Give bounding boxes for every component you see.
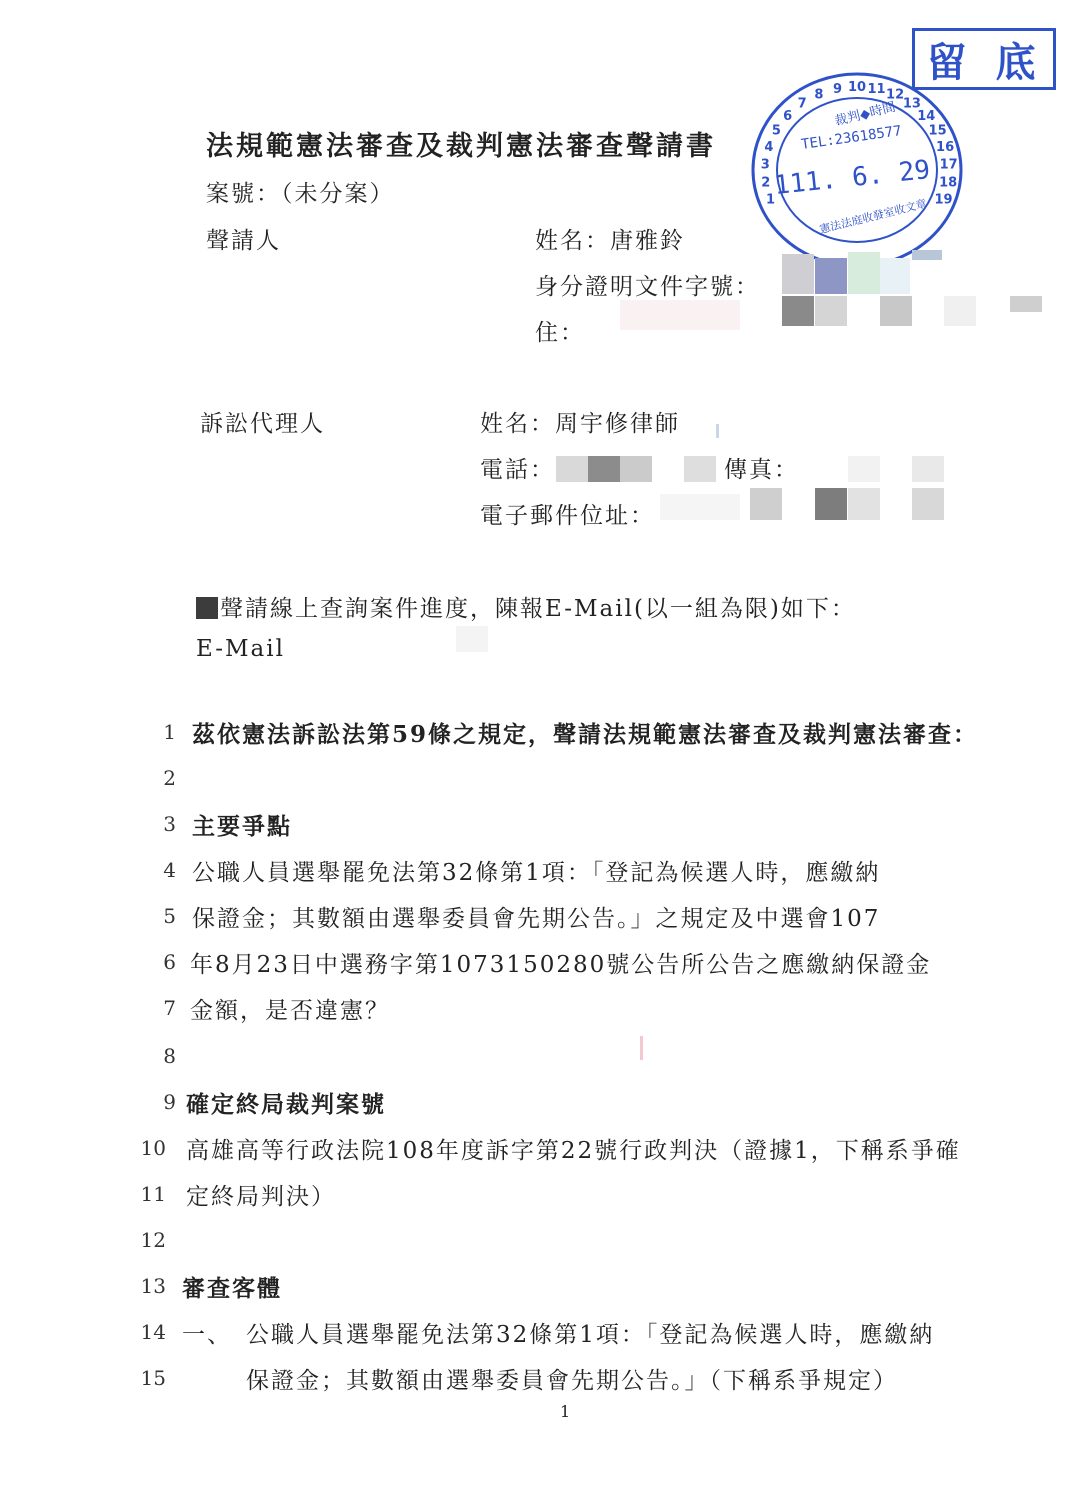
- body-text-line: 定終局判決）: [186, 1184, 336, 1210]
- redaction-block: [588, 456, 620, 482]
- line-number: 3: [163, 812, 176, 836]
- page-number: 1: [560, 1402, 571, 1421]
- line-number: 15: [140, 1366, 166, 1390]
- redaction-block: [620, 456, 652, 482]
- stamp-char-2: 底: [995, 38, 1042, 86]
- redaction-block: [556, 456, 588, 482]
- online-query-text: 聲請線上查詢案件進度，陳報E-Mail(以一組為限)如下：: [220, 596, 856, 622]
- section-heading: 茲依憲法訴訟法第59條之規定，聲請法規範憲法審查及裁判憲法審查：: [192, 721, 979, 748]
- seal-dial-number: 13: [902, 96, 921, 112]
- seal-dial-number: 3: [760, 157, 770, 173]
- petitioner-id-label: 身分證明文件字號：: [535, 274, 760, 300]
- line-number: 10: [140, 1136, 166, 1160]
- redaction-block: [620, 300, 740, 330]
- online-query-checkbox: [196, 597, 218, 619]
- seal-dial-number: 8: [814, 87, 824, 103]
- redaction-block: [912, 250, 942, 260]
- seal-date: 111. 6. 29: [772, 154, 932, 202]
- online-query-email-label: E-Mail: [196, 636, 285, 662]
- line-number: 6: [163, 950, 176, 974]
- stamp-char-1: 留: [926, 38, 973, 86]
- seal-dial-number: 10: [847, 80, 867, 95]
- redaction-block: [815, 296, 847, 326]
- seal-dial-number: 1: [765, 192, 776, 208]
- case-number: 案號：（未分案）: [206, 181, 395, 207]
- body-text-line: 金額，是否違憲？: [190, 998, 390, 1024]
- petitioner-address-label: 住：: [535, 320, 585, 346]
- seal-dial-number: 18: [939, 175, 958, 191]
- seal-dial-number: 4: [764, 139, 774, 155]
- seal-dial-number: 2: [761, 175, 771, 191]
- agent-fax-label: 傳真：: [724, 457, 799, 483]
- body-text-line: 保證金；其數額由選舉委員會先期公告。」（下稱系爭規定）: [246, 1368, 898, 1394]
- line-number: 5: [163, 904, 176, 928]
- redaction-block: [782, 296, 814, 326]
- body-text-line: 公職人員選舉罷免法第32條第1項：「登記為候選人時，應繳納: [246, 1322, 935, 1348]
- scan-artifact: [640, 1036, 643, 1060]
- redaction-block: [1010, 296, 1042, 312]
- redaction-block: [815, 488, 847, 520]
- redaction-block: [912, 456, 944, 482]
- line-number: 8: [163, 1044, 176, 1068]
- online-query-line: [196, 590, 856, 623]
- body-text-line: 高雄高等行政法院108年度訴字第22號行政判決（證據1，下稱系爭確: [186, 1138, 961, 1164]
- line-number: 11: [140, 1182, 166, 1206]
- seal-dial-number: 17: [939, 157, 958, 173]
- section-heading: 確定終局裁判案號: [186, 1091, 386, 1118]
- line-number: 13: [140, 1274, 166, 1298]
- redaction-block: [750, 488, 782, 520]
- redaction-block: [848, 488, 880, 520]
- seal-dial-number: 11: [867, 81, 886, 97]
- seal-tel: TEL:23618577: [800, 123, 903, 154]
- document-title: 法規範憲法審查及裁判憲法審查聲請書: [206, 131, 716, 162]
- redaction-block: [456, 626, 488, 652]
- line-number: 9: [163, 1090, 176, 1114]
- redaction-block: [944, 296, 976, 326]
- scan-artifact: [716, 424, 719, 438]
- redaction-block: [684, 456, 716, 482]
- line-number: 7: [163, 996, 176, 1020]
- seal-dial-number: 12: [886, 87, 905, 103]
- seal-dial-number: 15: [928, 123, 947, 139]
- petitioner-label: 聲請人: [206, 228, 281, 254]
- seal-dial-number: 5: [771, 123, 781, 139]
- redaction-block: [848, 252, 880, 294]
- list-prefix: 一、: [182, 1322, 232, 1348]
- redaction-block: [660, 494, 740, 520]
- seal-dial-number: 14: [917, 108, 936, 124]
- redaction-block: [782, 254, 814, 294]
- redaction-block: [815, 258, 847, 294]
- line-number: 1: [163, 720, 176, 744]
- petitioner-name: 姓名：唐雅鈴: [535, 228, 685, 254]
- body-text-line: 公職人員選舉罷免法第32條第1項：「登記為候選人時，應繳納: [192, 860, 881, 886]
- seal-title: 裁判◆時間: [833, 99, 898, 130]
- redaction-block: [880, 296, 912, 326]
- seal-dept: 憲法法庭收發室收文章: [818, 196, 929, 237]
- agent-phone-label: 電話：: [480, 457, 555, 483]
- line-number: 12: [140, 1228, 166, 1252]
- seal-dial-number: 7: [797, 96, 807, 112]
- seal-dial-number: 9: [832, 81, 843, 97]
- seal-dial-number: 19: [934, 192, 953, 208]
- redaction-block: [848, 456, 880, 482]
- redaction-block: [880, 258, 910, 294]
- line-number: 4: [163, 858, 176, 882]
- line-number: 14: [140, 1320, 166, 1344]
- line-number: 2: [163, 766, 176, 790]
- seal-dial-number: 6: [783, 108, 793, 124]
- section-heading: 審查客體: [182, 1275, 282, 1302]
- agent-label: 訴訟代理人: [200, 411, 325, 437]
- received-date-seal: [748, 70, 966, 262]
- agent-email-label: 電子郵件位址：: [480, 503, 655, 529]
- seal-dial-number: 16: [936, 139, 955, 155]
- redaction-block: [912, 488, 944, 520]
- body-text-line: 保證金；其數額由選舉委員會先期公告。」之規定及中選會107: [192, 906, 881, 932]
- section-heading: 主要爭點: [192, 813, 292, 840]
- agent-name: 姓名：周宇修律師: [480, 411, 680, 437]
- body-text-line: 年8月23日中選務字第1073150280號公告所公告之應繳納保證金: [190, 952, 932, 978]
